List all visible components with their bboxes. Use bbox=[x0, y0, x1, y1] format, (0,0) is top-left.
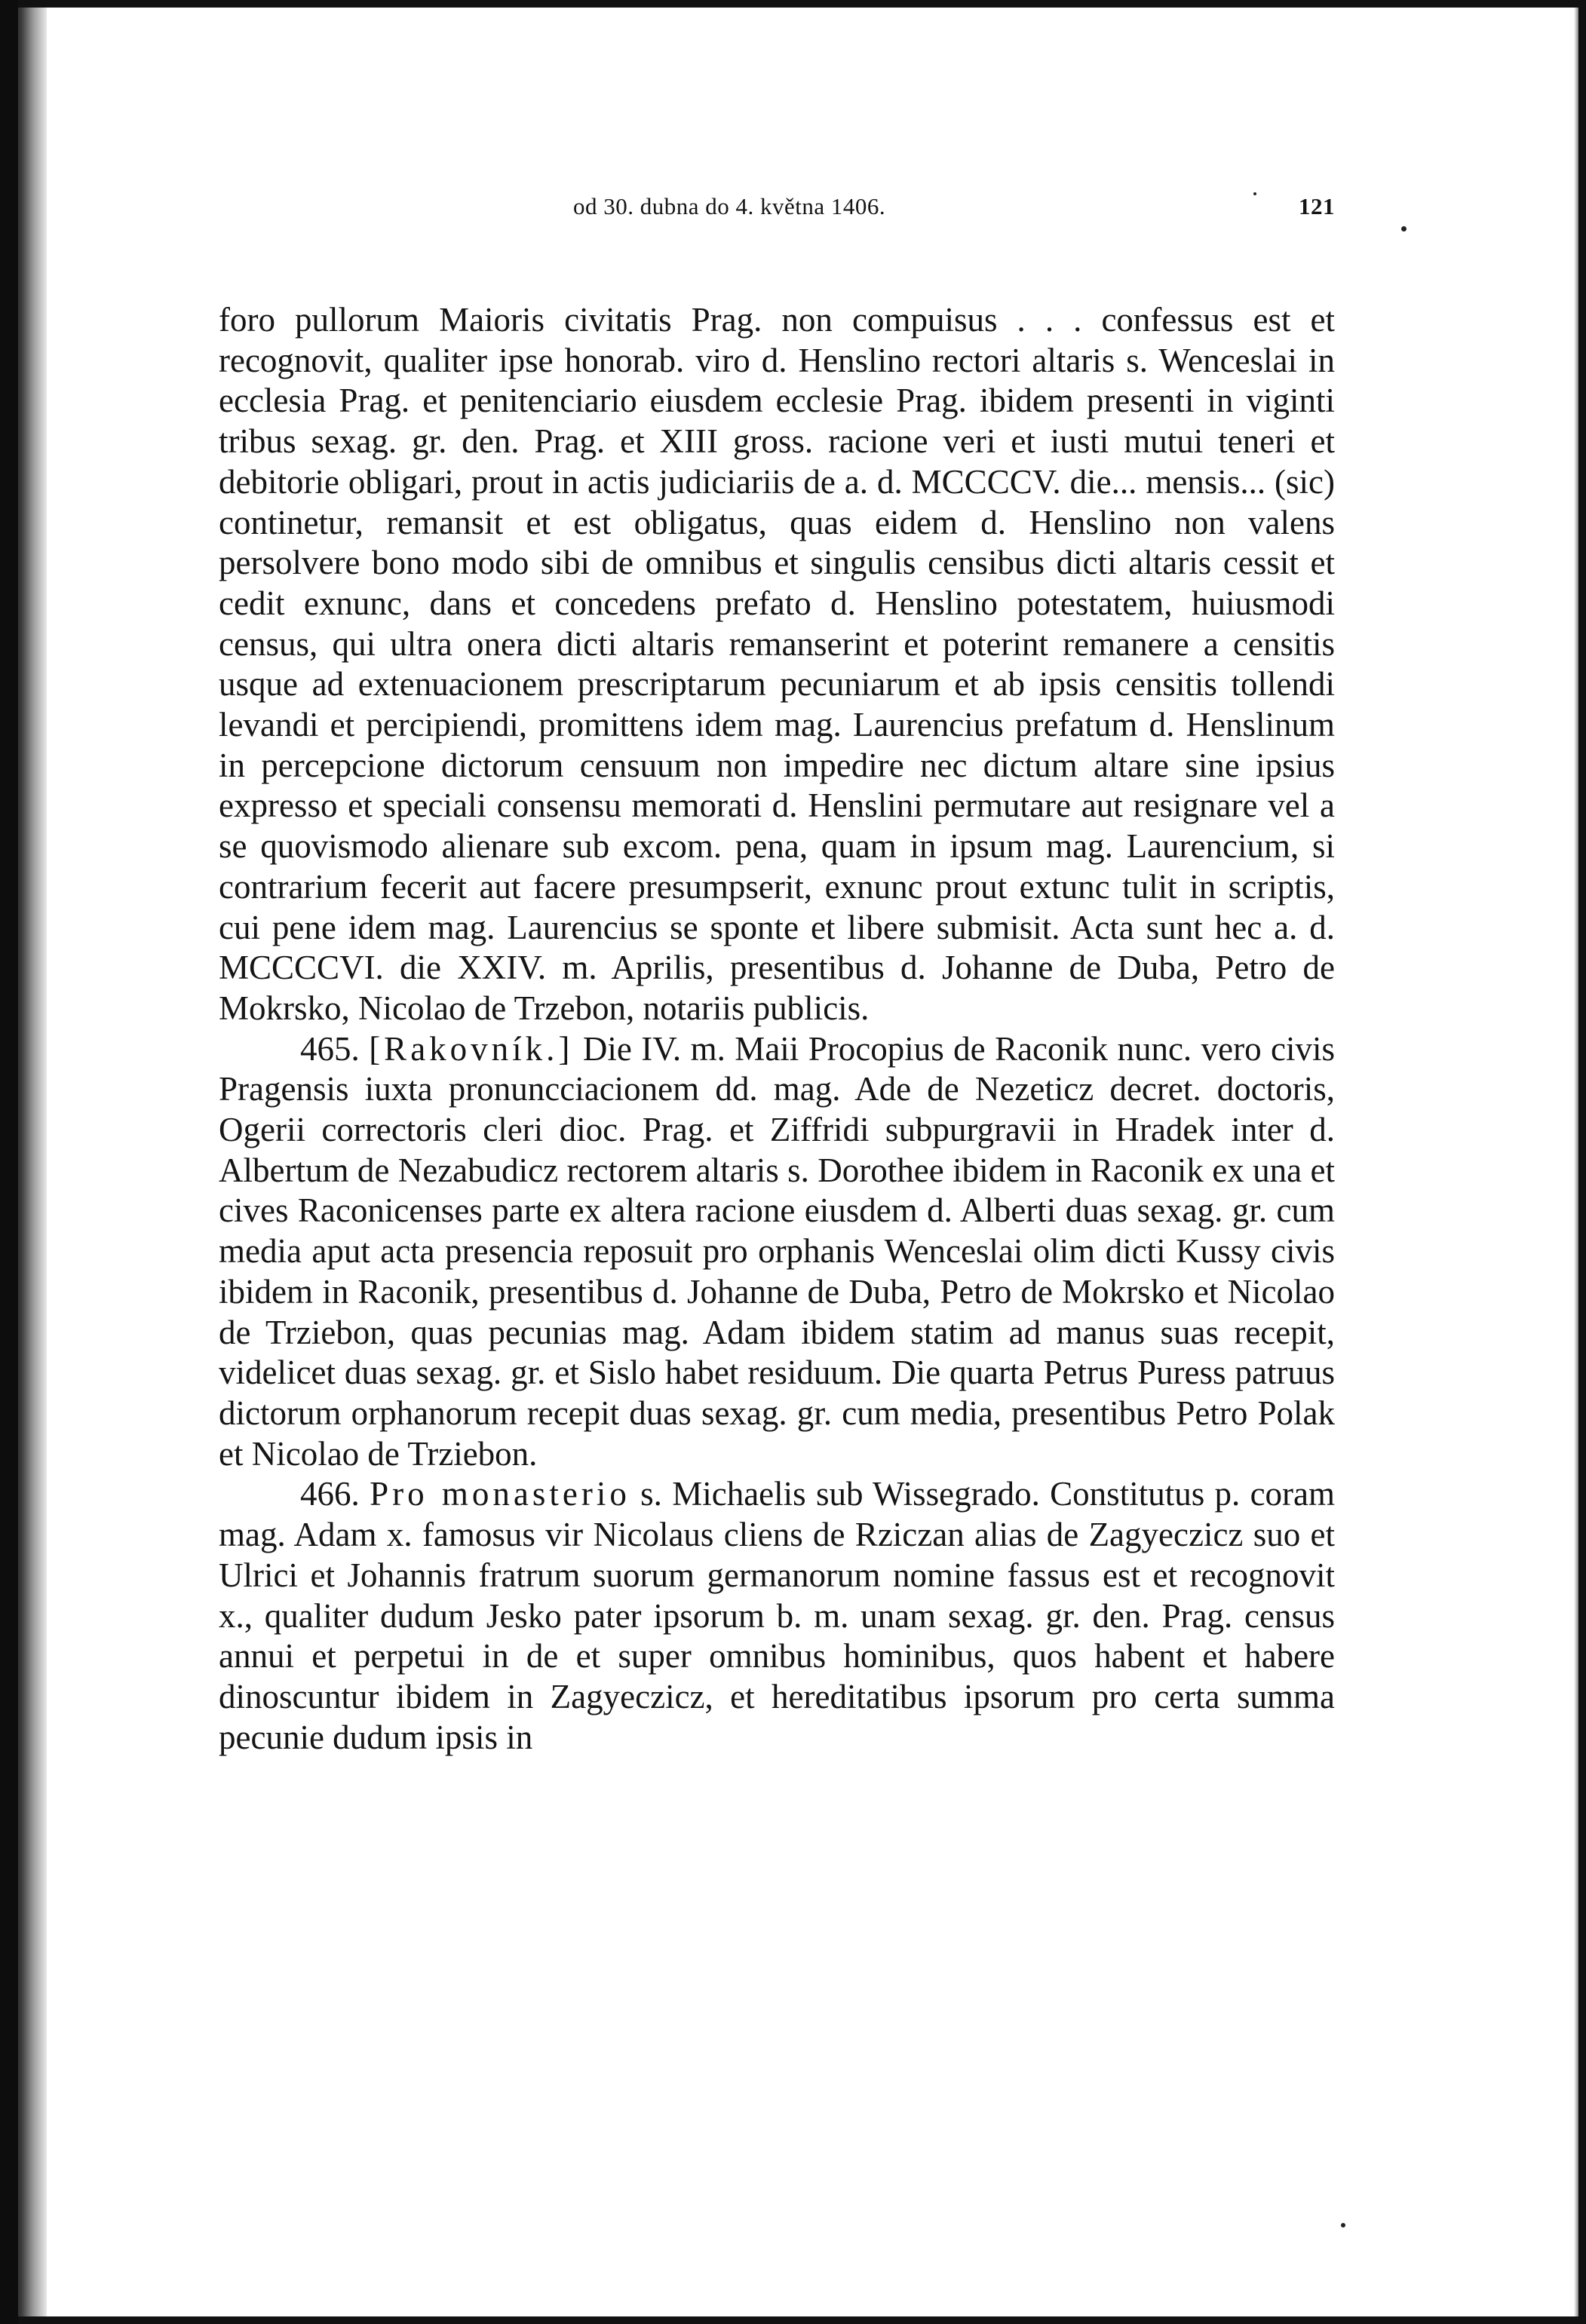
entry-text: Die IV. m. Maii Procopius de Raconik nunc. vero civis Pragensis iuxta pronuncciacionem dd. mag. Ade de Nezeticz decret. doctoris, Ogerii correctoris cleri dioc. Prag. et Ziffridi subpurgravii in Hradek inter d. Albertum de Nezabudicz rectorem altaris s. Dorothee ibidem in Raconik ex una et cives Raconicenses parte ex altera racione eiusdem d. Alberti duas sexag. gr. cum media aput acta presencia reposuit pro orphanis Wenceslai olim dicti Kussy civis ibidem in Raconik, presentibus d. Johanne de Duba, Petro de Mokrsko et Nicolao de Trziebon, quas pecunias mag. Adam ibidem statim ad manus suas recepit, videlicet duas sexag. gr. et Sislo habet residuum. Die quarta Petrus Puress patruus dictorum orphanorum recepit duas sexag. gr. cum media, presentibus Petro Polak et Nicolao de Trziebon. bbox=[219, 1029, 1335, 1473]
entry-466 bbox=[219, 1474, 1335, 1758]
entry-number: 465. bbox=[300, 1029, 360, 1068]
entry-number: 466. bbox=[300, 1475, 360, 1513]
dust-speck bbox=[1341, 2223, 1345, 2227]
entry-heading: [Rakovník.] bbox=[369, 1029, 574, 1068]
paragraph-continued: foro pullorum Maioris civitatis Prag. non compuisus . . . confessus est et recognovit, qualiter ipse honorab. viro d. Henslino rectori altaris s. Wenceslai in ecclesia Prag. et penitenciario eiusdem ecclesie Prag. ibidem presenti in viginti tribus sexag. gr. den. Prag. et XIII gross. racione veri et iusti mutui teneri et debitorie obligari, prout in actis judiciariis de a. d. MCCCCV. die... mensis... (sic) continetur, remansit et est obligatus, quas eidem d. Henslino non valens persolvere bono modo sibi de omnibus et singulis censibus dicti altaris cessit et cedit exnunc, dans et concedens prefato d. Henslino potestatem, huiusmodi census, qui ultra onera dicti altaris remanserint et poterint remanere a censitis usque ad extenuacionem prescriptarum pecuniarum et ab ipsis censitis tollendi levandi et percipiendi, promittens idem mag. Laurencius prefatum d. Henslinum in percepcione dictorum censuum non impedire nec dictum altare sine ipsius expresso et speciali consensu memorati d. Henslini permutare aut resignare vel a se quovismodo alienare sub excom. pena, quam in ipsum mag. Laurencium, si contrarium fecerit aut facere presumpserit, exnunc prout extunc tulit in scriptis, cui pene idem mag. Laurencius se sponte et libere submisit. Acta sunt hec a. d. MCCCCVI. die XXIV. m. Aprilis, presentibus d. Johanne de Duba, Petro de Mokrsko, Nicolao de Trzebon, notariis publicis. bbox=[219, 301, 1335, 1027]
entry-text: s. Michaelis sub Wissegrado. Constitutus p. coram mag. Adam x. famosus vir Nicolaus cliens de Rziczan alias de Zagyeczicz suo et Ulrici et Johannis fratrum suorum germanorum nomine fassus est et recognovit x., qualiter dudum Jesko pater ipsorum b. m. unam sexag. gr. den. Prag. census annui et perpetui in de et super omnibus hominibus, quos habent et habere dinoscuntur ibidem in Zagyeczicz, et hereditatibus ipsorum pro certa summa pecunie dudum ipsis in bbox=[219, 1475, 1336, 1756]
body-text bbox=[219, 300, 1335, 1758]
entry-465 bbox=[219, 1029, 1335, 1475]
running-title: od 30. dubna do 4. května 1406. bbox=[573, 193, 886, 219]
page-right-edge bbox=[1574, 8, 1578, 2316]
page-number: 121 bbox=[1299, 193, 1335, 219]
dust-speck bbox=[1401, 226, 1407, 231]
book-page bbox=[219, 189, 1335, 1758]
running-header bbox=[219, 189, 1335, 226]
book-binding-edge bbox=[0, 0, 18, 2324]
entry-heading: Pro monasterio bbox=[370, 1475, 630, 1513]
